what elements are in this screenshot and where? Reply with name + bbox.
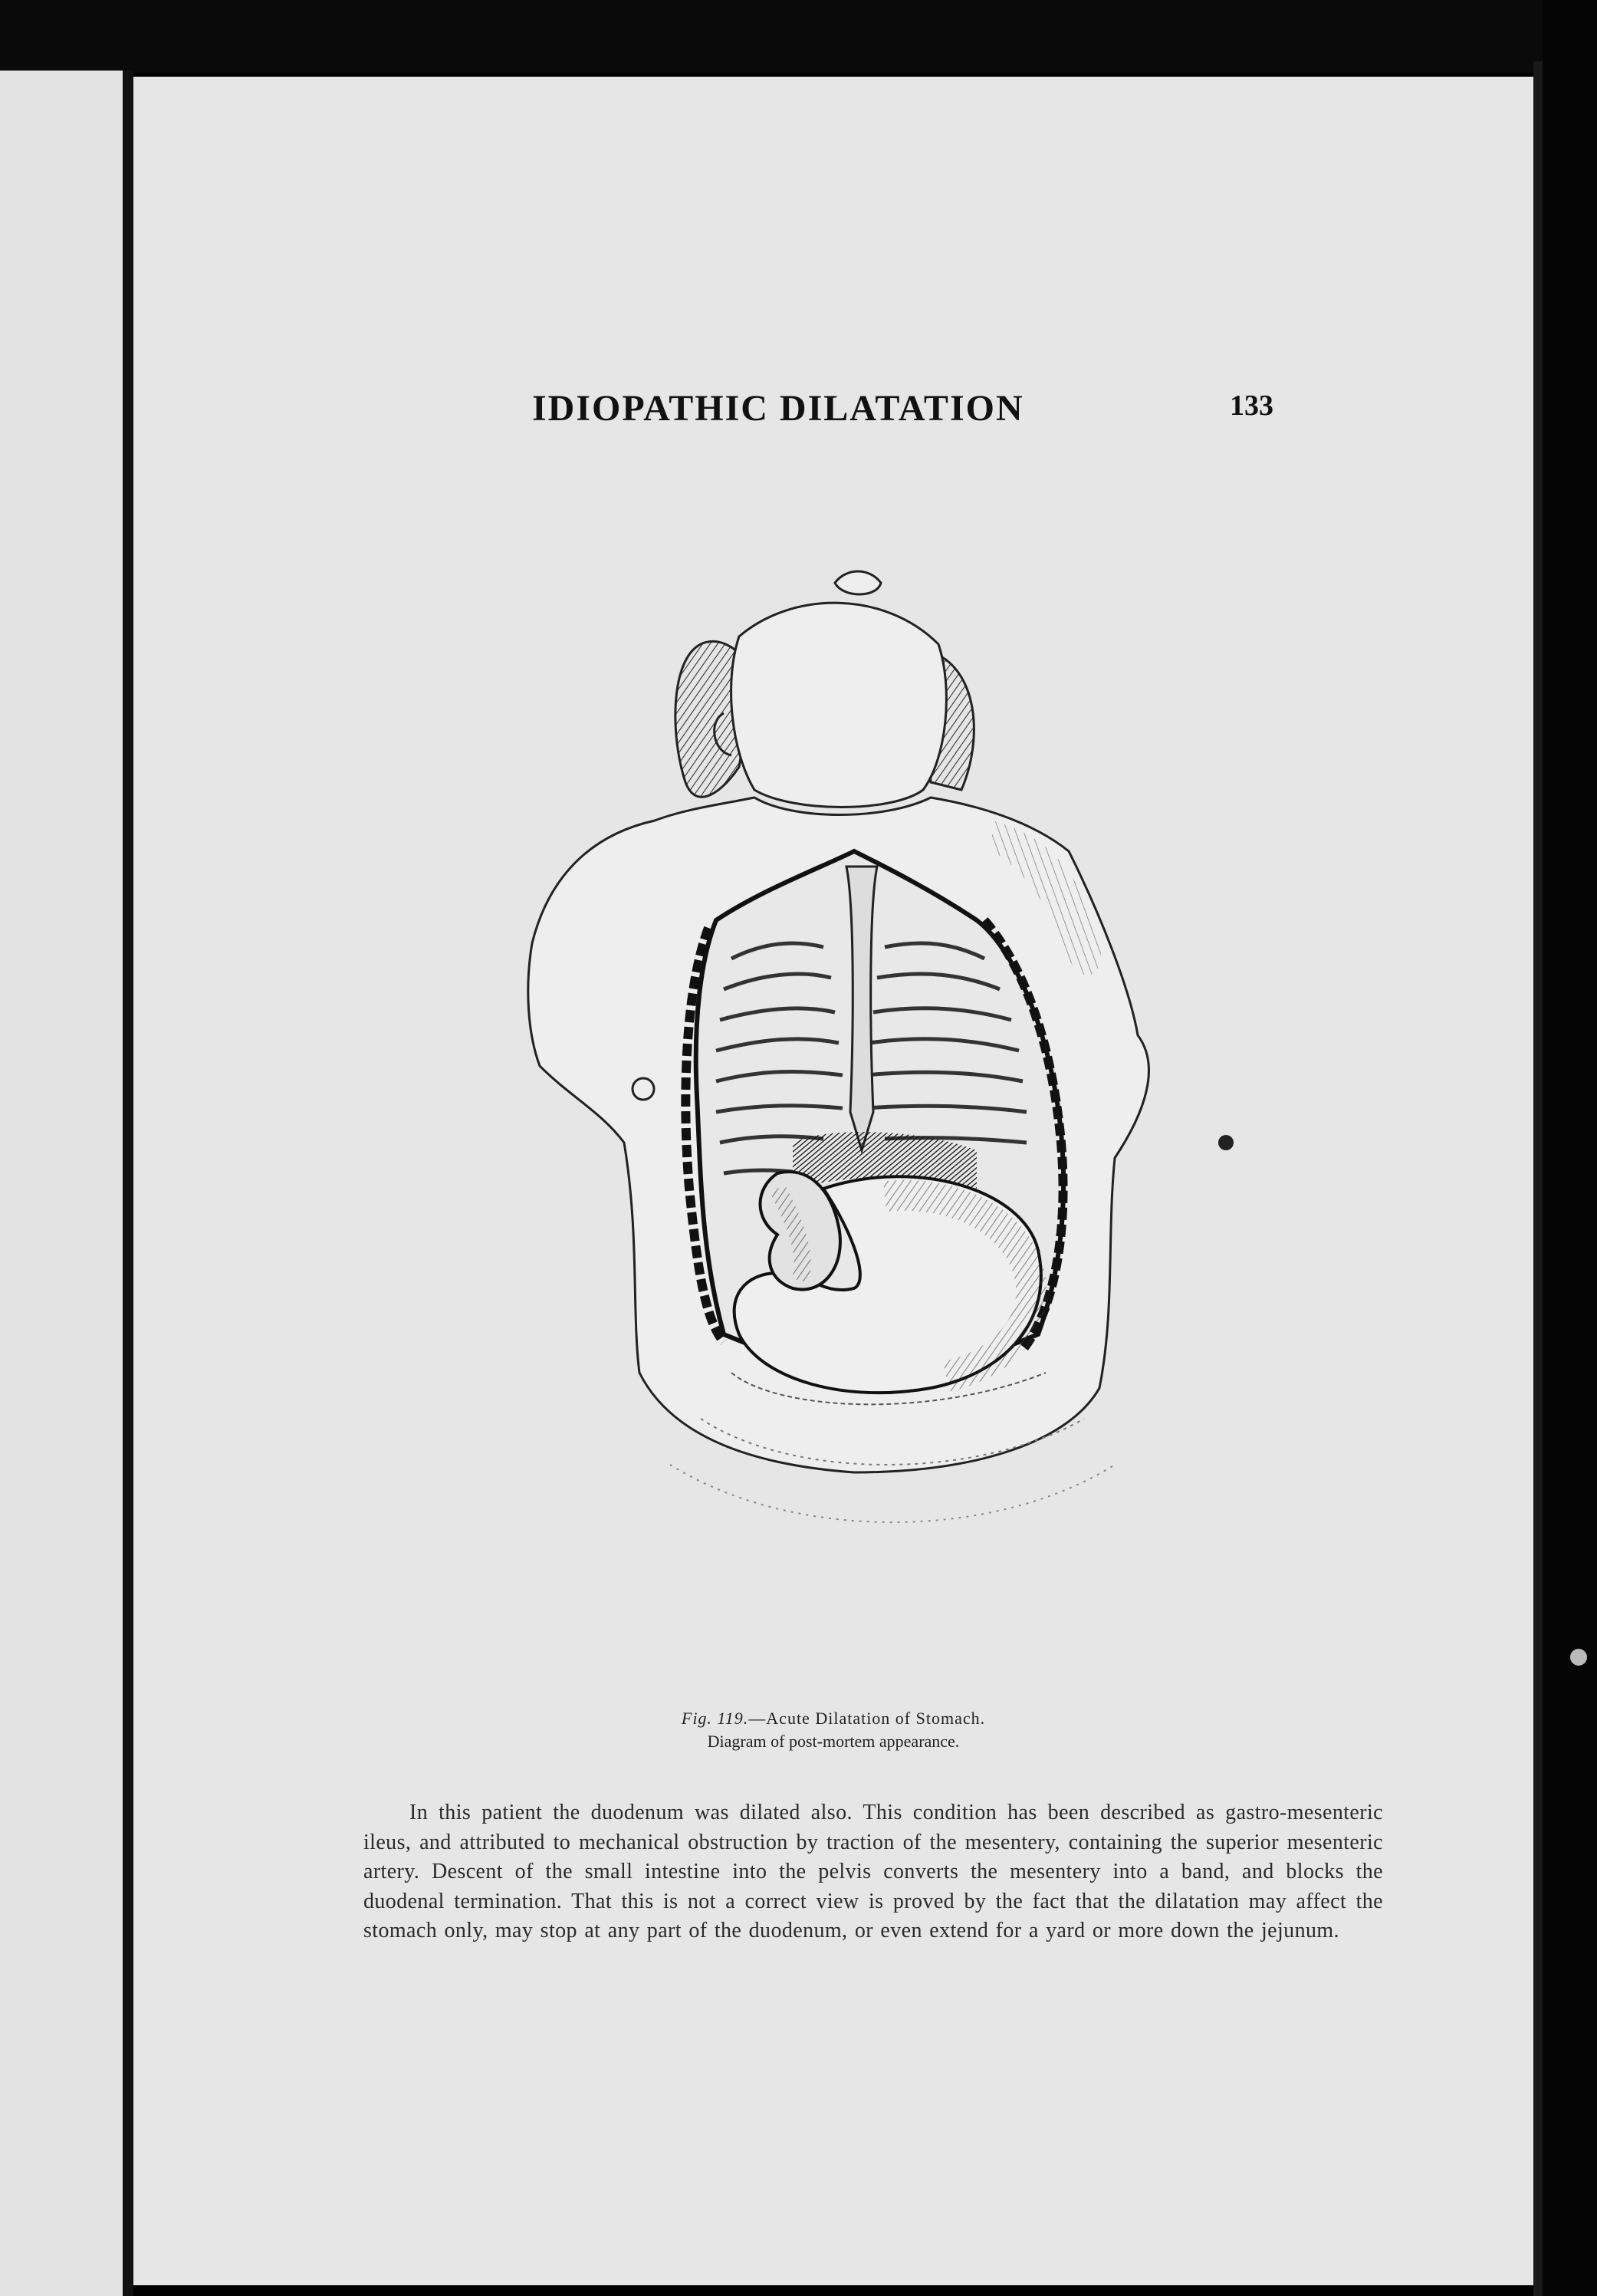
book-page bbox=[133, 77, 1533, 2285]
scan-border-top bbox=[0, 0, 1597, 73]
figure-label: Fig. 119. bbox=[681, 1709, 749, 1728]
head bbox=[731, 603, 947, 807]
page-edge bbox=[1533, 61, 1543, 2296]
figure-caption bbox=[133, 1709, 1533, 1755]
figure-subtitle: Diagram of post-mortem appearance. bbox=[707, 1732, 960, 1751]
page-number: 133 bbox=[1230, 390, 1273, 422]
facing-page bbox=[0, 71, 129, 2296]
anatomical-illustration bbox=[394, 560, 1345, 1687]
figure-caption-title bbox=[133, 1709, 1533, 1732]
scan-artifact bbox=[1570, 1649, 1587, 1666]
nose bbox=[835, 571, 881, 594]
chapter-title: IDIOPATHIC DILATATION bbox=[532, 388, 1024, 429]
scan-border-right bbox=[1543, 0, 1597, 2296]
figure-title: —Acute Dilatation of Stomach. bbox=[748, 1709, 986, 1728]
running-head bbox=[133, 387, 1533, 441]
right-nipple bbox=[1218, 1135, 1234, 1150]
left-nipple bbox=[633, 1078, 654, 1100]
body-paragraph: In this patient the duodenum was dilated also. This condition has been described as gastro-mesenteric ileus, and attributed to mechanical obstruction by traction of the mesentery, containing the superior mesenteric artery. Descent of the small intestine into the pelvis converts the mesentery into a band, and blocks the duodenal termination. That this is not a correct view is proved by the fact that the dilatation may affect the stomach only, may stop at any part of the duodenum, or even extend for a yard or more down the jejunum. bbox=[363, 1801, 1383, 1942]
book-gutter bbox=[123, 71, 133, 2296]
